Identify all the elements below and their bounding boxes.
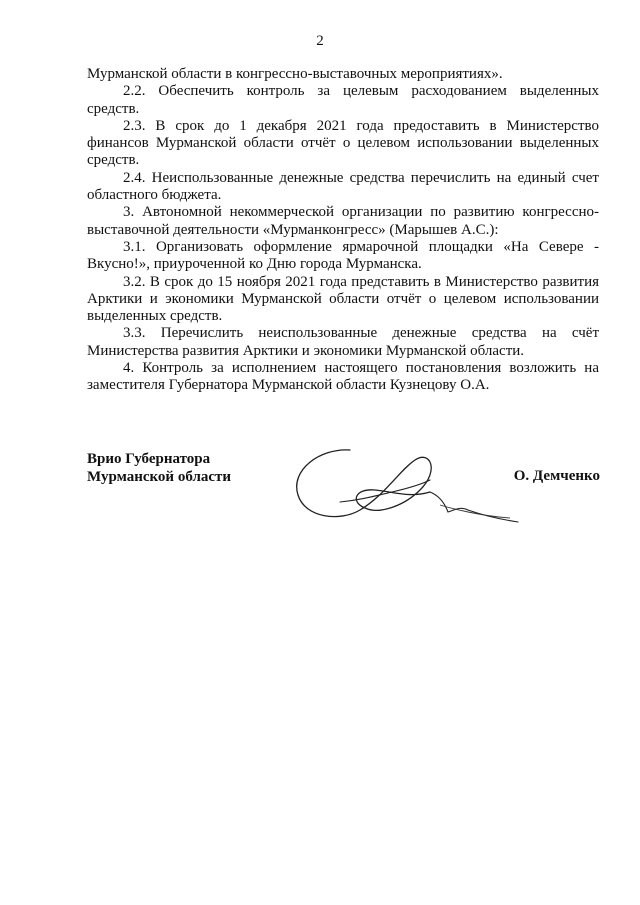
- signatory-position: [87, 450, 231, 486]
- paragraph-2-4: 2.4. Неиспользованные денежные средства перечислить на единый счет областного бюджета.: [87, 169, 599, 204]
- page-number: 2: [316, 33, 324, 49]
- paragraph-3-2: 3.2. В срок до 15 ноября 2021 года представить в Министерство развития Арктики и экономики Мурманской области отчёт о целевом использовании выделенных средств.: [87, 273, 599, 325]
- paragraph-3: 3. Автономной некоммерческой организации по развитию конгрессно-выставочной деятельности «Мурманконгресс» (Марышев А.С.):: [87, 204, 599, 238]
- document-body: [87, 66, 599, 395]
- signatory-position-line2: Мурманской области: [87, 469, 232, 485]
- signatory-position-line1: Врио Губернатора: [87, 451, 211, 467]
- handwritten-signature: [280, 430, 520, 540]
- signatory-name: О. Демченко: [513, 468, 600, 484]
- paragraph-3-3: 3.3. Перечислить неиспользованные денежные средства на счёт Министерства развития Арктики и экономики Мурманской области.: [87, 325, 599, 359]
- paragraph-1-2-continuation: Мурманской области в конгрессно-выставочных мероприятиях».: [87, 66, 503, 82]
- paragraph-2-3: 2.3. В срок до 1 декабря 2021 года предоставить в Министерство финансов Мурманской области отчёт о целевом использовании выделенных средств.: [87, 117, 599, 169]
- paragraph-2-2: 2.2. Обеспечить контроль за целевым расходованием выделенных средств.: [87, 83, 599, 117]
- paragraph-4: 4. Контроль за исполнением настоящего постановления возложить на заместителя Губернатора Мурманской области Кузнецову О.А.: [87, 360, 599, 394]
- paragraph-3-1: 3.1. Организовать оформление ярмарочной площадки «На Севере - Вкусно!», приуроченной ко Дню города Мурманска.: [87, 238, 599, 273]
